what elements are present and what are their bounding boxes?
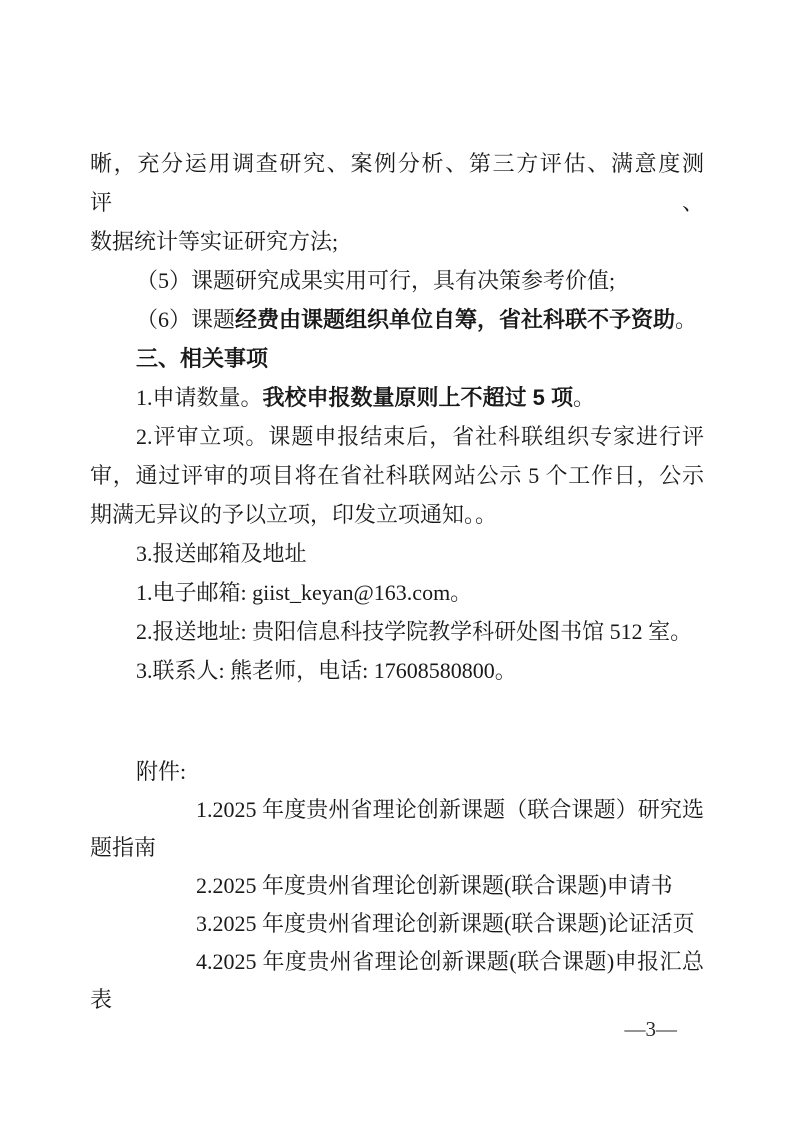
text-segment: 表 [90, 987, 113, 1012]
contact-address-line [90, 612, 704, 651]
contact-email-line [90, 573, 704, 612]
body-line-01 [90, 144, 704, 222]
text-segment: 1.2025 年度贵州省理论创新课题（联合课题）研究选 [196, 797, 704, 822]
text-segment: 2.评审立项。课题申报结束后，省社科联组织专家进行评 [136, 424, 704, 449]
text-segment: 1.申请数量。 [136, 385, 263, 410]
text-segment: 附件: [136, 759, 187, 784]
note-2-review-line-2 [90, 456, 704, 495]
item-6-line [90, 300, 704, 339]
text-segment: 数据统计等实证研究方法; [90, 229, 339, 254]
text-segment: 3.联系人: 熊老师，电话: 17608580800。 [136, 658, 517, 683]
text-segment: 3.2025 年度贵州省理论创新课题(联合课题)论证活页 [196, 911, 695, 936]
bold-text-segment: 经费由课题组织单位自筹，省社科联不予资助 [235, 307, 676, 332]
note-1-quantity [90, 378, 704, 417]
attachment-4-line-2 [90, 981, 704, 1019]
text-segment: 2.报送地址: 贵阳信息科技学院教学科研处图书馆 512 室。 [136, 619, 693, 644]
body-line-02 [90, 222, 704, 261]
page-number: —3— [624, 1017, 677, 1041]
attachment-4-line-1 [90, 943, 704, 981]
text-segment: 。 [572, 385, 595, 410]
text-segment: （6）课题 [136, 307, 236, 332]
text-segment: （5）课题研究成果实用可行，具有决策参考价值; [136, 268, 616, 293]
note-2-review-line-1 [90, 417, 704, 456]
text-segment: 审，通过评审的项目将在省社科联网站公示 5 个工作日，公示 [90, 463, 704, 488]
bold-text-segment: 我校申报数量原则上不超过 5 项 [262, 385, 573, 410]
item-5-line [90, 261, 704, 300]
text-segment: 2.2025 年度贵州省理论创新课题(联合课题)申请书 [196, 873, 673, 898]
attachments-label [90, 753, 704, 791]
bold-text-segment: 三、相关事项 [136, 346, 269, 371]
contact-person-line [90, 651, 704, 690]
text-segment: 3.报送邮箱及地址 [136, 541, 307, 566]
text-segment: 。 [675, 307, 698, 332]
text-segment: 晰，充分运用调查研究、案例分析、第三方评估、满意度测评、 [90, 151, 704, 215]
note-2-review-line-3 [90, 495, 704, 534]
text-segment: 期满无异议的予以立项，印发立项通知。。 [90, 502, 498, 527]
text-segment: 1.电子邮箱: giist_keyan@163.com。 [136, 580, 473, 605]
attachment-3 [90, 905, 704, 943]
text-segment: 4.2025 年度贵州省理论创新课题(联合课题)申报汇总 [196, 949, 704, 974]
document-body [90, 144, 704, 1019]
note-3-address-heading [90, 534, 704, 573]
attachment-1-line-1 [90, 791, 704, 829]
section-3-heading [90, 339, 704, 378]
attachment-1-line-2 [90, 829, 704, 867]
attachment-2 [90, 867, 704, 905]
text-segment: 题指南 [90, 835, 157, 860]
